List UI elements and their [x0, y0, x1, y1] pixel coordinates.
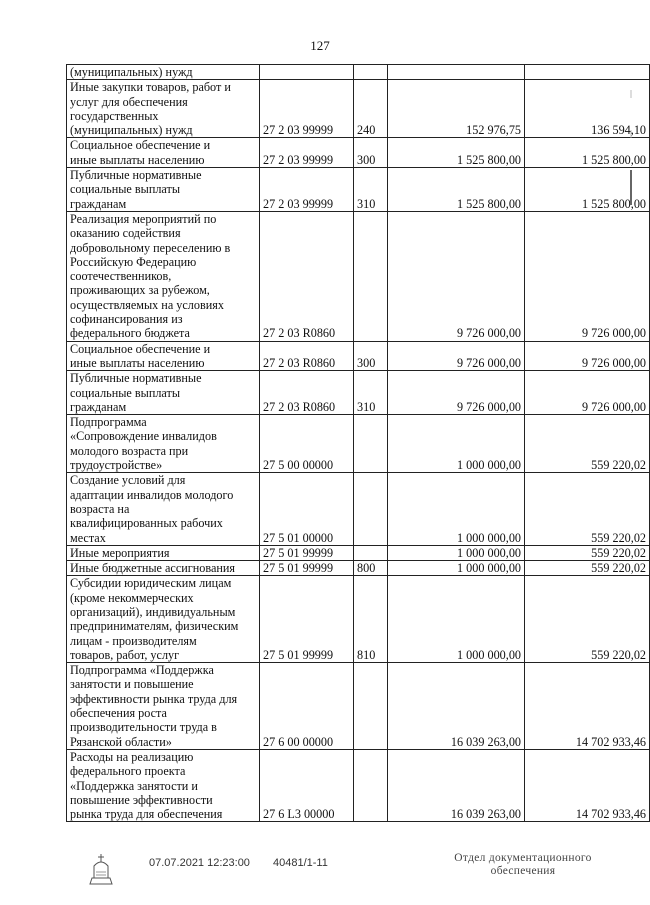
expense-name-line: Публичные нормативные	[70, 371, 202, 386]
expense-name-line: софинансирования из	[70, 312, 183, 327]
expense-name-line: (муниципальных) нужд	[70, 123, 193, 138]
target-article-cell: 27 5 00 00000	[260, 415, 354, 473]
expense-type-cell	[354, 545, 388, 560]
planned-amount-cell: 1 000 000,00	[388, 415, 525, 473]
target-article-cell: 27 5 01 99999	[260, 576, 354, 663]
planned-amount-cell: 1 000 000,00	[388, 576, 525, 663]
budget-table	[66, 64, 650, 822]
executed-amount-cell	[525, 65, 650, 80]
expense-name-line: (кроме некоммерческих	[70, 590, 194, 605]
expense-name-cell	[67, 663, 260, 750]
expense-type-cell: 300	[354, 341, 388, 371]
executed-amount-cell: 136 594,10	[525, 80, 650, 138]
expense-name-cell	[67, 341, 260, 371]
planned-amount-cell: 1 000 000,00	[388, 545, 525, 560]
expense-name-line: рынка труда для обеспечения	[70, 807, 223, 822]
executed-amount-cell: 14 702 933,46	[525, 663, 650, 750]
expense-type-cell	[354, 663, 388, 750]
page-number: 127	[310, 38, 330, 53]
expense-name-line: иные выплаты населению	[70, 355, 205, 370]
expense-name-line: социальные выплаты	[70, 385, 181, 400]
expense-name-line: адаптации инвалидов молодого	[70, 487, 234, 502]
expense-name-line: гражданам	[70, 196, 127, 211]
planned-amount-cell: 1 000 000,00	[388, 473, 525, 545]
expense-name-line: «Сопровождение инвалидов	[70, 429, 217, 444]
expense-name-cell	[67, 473, 260, 545]
planned-amount-cell: 9 726 000,00	[388, 211, 525, 341]
expense-type-cell: 240	[354, 80, 388, 138]
expense-type-cell: 800	[354, 561, 388, 576]
target-article-cell: 27 6 L3 00000	[260, 749, 354, 821]
expense-name-line: Иные закупки товаров, работ и	[70, 80, 231, 95]
expense-name-cell	[67, 168, 260, 212]
expense-name-line: повышение эффективности	[70, 792, 213, 807]
expense-name-line: «Поддержка занятости и	[70, 778, 198, 793]
expense-name-cell	[67, 545, 260, 560]
expense-name-line: товаров, работ, услуг	[70, 647, 180, 662]
expense-name-line: гражданам	[70, 399, 127, 414]
footer-date: 07.07.2021 12:23:00	[149, 857, 250, 869]
table-row	[67, 168, 650, 212]
executed-amount-cell: 559 220,02	[525, 415, 650, 473]
expense-name-cell	[67, 371, 260, 415]
expense-name-line: Социальное обеспечение и	[70, 341, 211, 356]
expense-name-line: возраста на	[70, 501, 130, 516]
expense-name-line: иные выплаты населению	[70, 152, 205, 167]
stamp-line-1: Отдел документационного	[454, 852, 592, 864]
expense-name-line: трудоустройстве»	[70, 458, 163, 473]
expense-name-line: (муниципальных) нужд	[70, 65, 193, 79]
target-article-cell: 27 2 03 R0860	[260, 371, 354, 415]
footer-stamp	[438, 852, 608, 878]
expense-name-line: Подпрограмма «Поддержка	[70, 663, 214, 678]
expense-name-cell	[67, 576, 260, 663]
planned-amount-cell: 152 976,75	[388, 80, 525, 138]
table-row	[67, 663, 650, 750]
expense-name-line: производительности труда в	[70, 720, 217, 735]
expense-name-line: Социальное обеспечение и	[70, 138, 211, 153]
expense-name-line: проживающих за рубежом,	[70, 283, 210, 298]
expense-name-line: Иные мероприятия	[70, 545, 170, 560]
executed-amount-cell: 9 726 000,00	[525, 371, 650, 415]
expense-name-cell	[67, 561, 260, 576]
expense-name-line: федерального проекта	[70, 764, 186, 779]
expense-name-line: Расходы на реализацию	[70, 749, 194, 764]
expense-name-line: местах	[70, 530, 106, 545]
coat-of-arms-icon	[86, 850, 116, 886]
expense-name-line: лицам - производителям	[70, 633, 197, 648]
executed-amount-cell: 1 525 800,00	[525, 168, 650, 212]
planned-amount-cell: 16 039 263,00	[388, 663, 525, 750]
table-row	[67, 576, 650, 663]
expense-name-line: Иные бюджетные ассигнования	[70, 561, 236, 576]
target-article-cell: 27 2 03 99999	[260, 138, 354, 168]
expense-name-line: эффективности рынка труда для	[70, 691, 238, 706]
expense-name-line: государственных	[70, 108, 159, 123]
expense-type-cell	[354, 749, 388, 821]
expense-name-line: Подпрограмма	[70, 415, 147, 430]
expense-name-line: квалифицированных рабочих	[70, 516, 223, 531]
expense-name-line: предпринимателям, физическим	[70, 619, 239, 634]
expense-type-cell	[354, 473, 388, 545]
table-row	[67, 138, 650, 168]
footer-doc-number: 40481/1-11	[273, 857, 328, 869]
expense-name-line: услуг для обеспечения	[70, 94, 188, 109]
expense-name-line: организаций), индивидуальным	[70, 604, 236, 619]
target-article-cell: 27 5 01 99999	[260, 545, 354, 560]
table-row	[67, 341, 650, 371]
expense-name-line: социальные выплаты	[70, 182, 181, 197]
expense-name-line: добровольному переселению в	[70, 240, 231, 255]
executed-amount-cell: 559 220,02	[525, 576, 650, 663]
target-article-cell: 27 2 03 99999	[260, 168, 354, 212]
expense-name-cell	[67, 80, 260, 138]
table-row	[67, 561, 650, 576]
planned-amount-cell: 1 525 800,00	[388, 168, 525, 212]
planned-amount-cell: 9 726 000,00	[388, 341, 525, 371]
planned-amount-cell: 1 525 800,00	[388, 138, 525, 168]
target-article-cell	[260, 65, 354, 80]
executed-amount-cell: 559 220,02	[525, 561, 650, 576]
expense-name-cell	[67, 749, 260, 821]
executed-amount-cell: 9 726 000,00	[525, 211, 650, 341]
executed-amount-cell: 559 220,02	[525, 545, 650, 560]
expense-type-cell: 300	[354, 138, 388, 168]
expense-name-line: Субсидии юридическим лицам	[70, 576, 232, 591]
expense-type-cell	[354, 65, 388, 80]
margin-scan-marks	[626, 90, 636, 210]
executed-amount-cell: 9 726 000,00	[525, 341, 650, 371]
expense-name-line: Рязанской области»	[70, 734, 172, 749]
planned-amount-cell: 16 039 263,00	[388, 749, 525, 821]
expense-name-cell	[67, 65, 260, 80]
expense-name-line: Российскую Федерацию	[70, 254, 197, 269]
planned-amount-cell: 1 000 000,00	[388, 561, 525, 576]
expense-name-line: оказанию содействия	[70, 226, 181, 241]
expense-name-cell	[67, 211, 260, 341]
expense-name-line: обеспечения роста	[70, 706, 167, 721]
expense-type-cell	[354, 211, 388, 341]
stamp-line-2: обеспечения	[490, 865, 556, 877]
target-article-cell: 27 6 00 00000	[260, 663, 354, 750]
target-article-cell: 27 2 03 R0860	[260, 211, 354, 341]
expense-name-line: Публичные нормативные	[70, 168, 202, 183]
expense-name-line: Создание условий для	[70, 473, 186, 488]
table-row	[67, 473, 650, 545]
expense-name-cell	[67, 415, 260, 473]
expense-name-line: Реализация мероприятий по	[70, 211, 217, 226]
table-row	[67, 371, 650, 415]
executed-amount-cell: 14 702 933,46	[525, 749, 650, 821]
target-article-cell: 27 2 03 99999	[260, 80, 354, 138]
expense-name-line: соотечественников,	[70, 269, 172, 284]
table-row	[67, 415, 650, 473]
expense-type-cell: 810	[354, 576, 388, 663]
expense-type-cell	[354, 415, 388, 473]
table-row	[67, 749, 650, 821]
planned-amount-cell: 9 726 000,00	[388, 371, 525, 415]
expense-type-cell: 310	[354, 168, 388, 212]
budget-table-body	[67, 65, 650, 822]
table-row	[67, 545, 650, 560]
table-row	[67, 65, 650, 80]
table-row	[67, 80, 650, 138]
target-article-cell: 27 2 03 R0860	[260, 341, 354, 371]
table-row	[67, 211, 650, 341]
executed-amount-cell: 1 525 800,00	[525, 138, 650, 168]
expense-name-line: занятости и повышение	[70, 677, 194, 692]
expense-name-line: молодого возраста при	[70, 443, 189, 458]
executed-amount-cell: 559 220,02	[525, 473, 650, 545]
target-article-cell: 27 5 01 99999	[260, 561, 354, 576]
expense-type-cell: 310	[354, 371, 388, 415]
target-article-cell: 27 5 01 00000	[260, 473, 354, 545]
expense-name-cell	[67, 138, 260, 168]
expense-name-line: осуществляемых на условиях	[70, 297, 224, 312]
planned-amount-cell	[388, 65, 525, 80]
expense-name-line: федерального бюджета	[70, 326, 190, 341]
